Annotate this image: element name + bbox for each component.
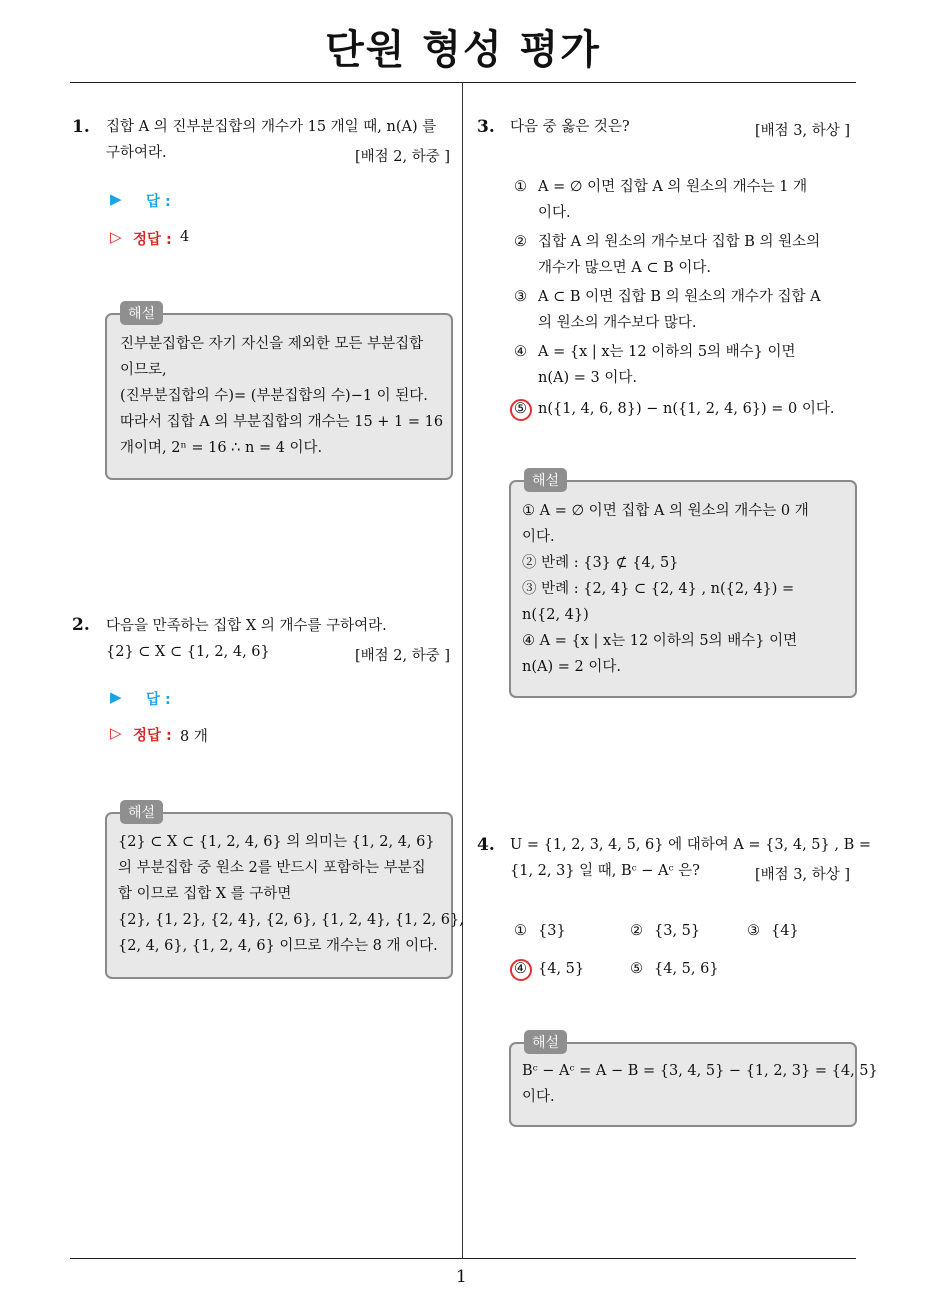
- option-text[interactable]: n(A) = 3 이다.: [538, 370, 637, 386]
- option-text[interactable]: A = ∅ 이면 집합 A 의 원소의 개수는 1 개: [538, 179, 808, 195]
- question-text: 다음 중 옳은 것은?: [510, 119, 630, 135]
- bottom-rule: [70, 1258, 856, 1259]
- correct-answer: 4: [180, 229, 190, 245]
- question-text: 구하여라.: [106, 145, 167, 161]
- option-text[interactable]: {4}: [771, 923, 799, 939]
- option-mark[interactable]: ⑤: [514, 401, 527, 417]
- correct-label: 정답 :: [133, 232, 172, 248]
- answer-label: 답 :: [146, 692, 171, 708]
- option-text[interactable]: {3}: [538, 923, 566, 939]
- explanation-line: 개이며, 2ⁿ = 16 ∴ n = 4 이다.: [120, 440, 323, 456]
- option-text[interactable]: n({1, 4, 6, 8}) − n({1, 2, 4, 6}) = 0 이다.: [538, 401, 835, 417]
- question-meta: [배점 3, 하상 ]: [755, 123, 851, 139]
- option-text[interactable]: 개수가 많으면 A ⊂ B 이다.: [538, 260, 711, 276]
- option-mark[interactable]: ③: [747, 923, 760, 939]
- option-mark[interactable]: ①: [514, 923, 527, 939]
- explanation-line: {2, 4, 6}, {1, 2, 4, 6} 이므로 개수는 8 개 이다.: [118, 938, 438, 954]
- question-number: 1.: [72, 117, 90, 137]
- option-text[interactable]: 의 원소의 개수보다 많다.: [538, 315, 697, 331]
- correct-label: 정답 :: [133, 728, 172, 744]
- explanation-line: 따라서 집합 A 의 부분집합의 개수는 15 + 1 = 16: [120, 414, 444, 430]
- explanation-line: Bᶜ − Aᶜ = A − B = {3, 4, 5} − {1, 2, 3} = {4, 5}: [522, 1063, 878, 1079]
- explanation-line: ③ 반례 : {2, 4} ⊂ {2, 4} , n({2, 4}) =: [522, 581, 795, 597]
- explanation-line: 이다.: [522, 529, 555, 545]
- question-number: 4.: [477, 835, 495, 855]
- question-text: 집합 A 의 진부분집합의 개수가 15 개일 때, n(A) 를: [106, 119, 437, 135]
- explanation-line: n({2, 4}): [522, 607, 589, 623]
- page-title: 단원 형성 평가: [325, 27, 601, 73]
- question-text: {1, 2, 3} 일 때, Bᶜ − Aᶜ 은?: [510, 863, 700, 879]
- option-text[interactable]: {4, 5}: [538, 961, 585, 977]
- top-rule: [70, 82, 856, 83]
- question-text: U = {1, 2, 3, 4, 5, 6} 에 대하여 A = {3, 4, 5} , B =: [510, 837, 871, 853]
- correct-arrow-icon: ▷: [110, 724, 122, 742]
- explanation-line: ① A = ∅ 이면 집합 A 의 원소의 개수는 0 개: [522, 503, 809, 519]
- correct-arrow-icon: ▷: [110, 228, 122, 246]
- option-text[interactable]: A ⊂ B 이면 집합 B 의 원소의 개수가 집합 A: [538, 289, 821, 305]
- answer-label: 답 :: [146, 194, 171, 210]
- explanation-tag: 해설: [524, 1030, 567, 1054]
- column-divider: [462, 83, 463, 1259]
- question-meta: [배점 3, 하상 ]: [755, 867, 851, 883]
- option-text[interactable]: {4, 5, 6}: [654, 961, 719, 977]
- option-text[interactable]: 이다.: [538, 205, 571, 221]
- explanation-line: n(A) = 2 이다.: [522, 659, 621, 675]
- option-mark[interactable]: ②: [514, 234, 527, 250]
- explanation-line: {2}, {1, 2}, {2, 4}, {2, 6}, {1, 2, 4}, {1, 2, 6},: [118, 912, 464, 928]
- option-mark[interactable]: ④: [514, 961, 527, 977]
- question-text: {2} ⊂ X ⊂ {1, 2, 4, 6}: [106, 644, 270, 660]
- explanation-tag: 해설: [524, 468, 567, 492]
- explanation-line: 이다.: [522, 1089, 555, 1105]
- option-mark[interactable]: ②: [630, 923, 643, 939]
- explanation-tag: 해설: [120, 800, 163, 824]
- explanation-line: (진부분집합의 수)= (부분집합의 수)−1 이 된다.: [120, 388, 428, 404]
- option-text[interactable]: A = {x | x는 12 이하의 5의 배수} 이면: [538, 344, 796, 360]
- explanation-line: {2} ⊂ X ⊂ {1, 2, 4, 6} 의 의미는 {1, 2, 4, 6}: [118, 834, 435, 850]
- explanation-tag: 해설: [120, 301, 163, 325]
- option-text[interactable]: {3, 5}: [654, 923, 701, 939]
- explanation-line: 이므로,: [120, 362, 167, 378]
- option-mark[interactable]: ④: [514, 344, 527, 360]
- correct-answer: 8 개: [180, 729, 208, 745]
- question-meta: [배점 2, 하중 ]: [355, 648, 451, 664]
- option-text[interactable]: 집합 A 의 원소의 개수보다 집합 B 의 원소의: [538, 234, 821, 250]
- explanation-line: ② 반례 : {3} ⊄ {4, 5}: [522, 555, 679, 571]
- question-number: 2.: [72, 615, 90, 635]
- option-mark[interactable]: ③: [514, 289, 527, 305]
- answer-arrow-icon: ▶: [110, 190, 122, 208]
- explanation-line: 의 부분집합 중 원소 2를 반드시 포함하는 부분집: [118, 860, 426, 876]
- answer-arrow-icon: ▶: [110, 688, 122, 706]
- option-mark[interactable]: ①: [514, 179, 527, 195]
- question-number: 3.: [477, 117, 495, 137]
- page-number: 1: [456, 1267, 467, 1287]
- explanation-line: 합 이므로 집합 X 를 구하면: [118, 886, 292, 902]
- question-text: 다음을 만족하는 집합 X 의 개수를 구하여라.: [106, 618, 387, 634]
- question-meta: [배점 2, 하중 ]: [355, 149, 451, 165]
- explanation-line: ④ A = {x | x는 12 이하의 5의 배수} 이면: [522, 633, 798, 649]
- explanation-line: 진부분집합은 자기 자신을 제외한 모든 부분집합: [120, 336, 424, 352]
- explanation-box: [509, 1042, 857, 1127]
- option-mark[interactable]: ⑤: [630, 961, 643, 977]
